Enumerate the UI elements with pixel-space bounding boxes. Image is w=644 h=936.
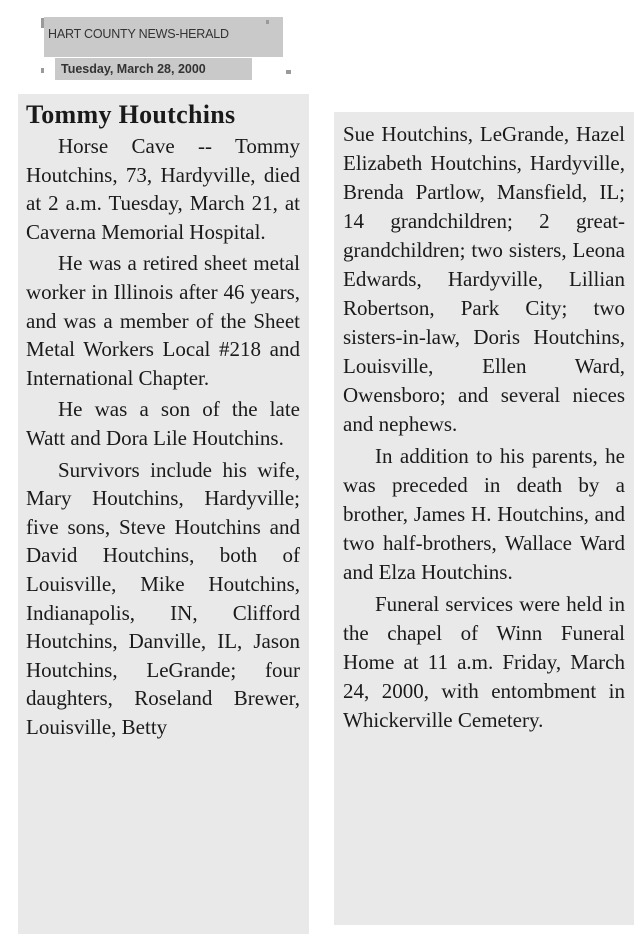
obituary-paragraph: Funeral services were held in the chapel of Winn Funeral Home at 11 a.m. Friday, March 24, 2000, with entombment in Whickerville Cemetery. bbox=[343, 592, 625, 732]
masthead-date-box bbox=[55, 58, 252, 80]
masthead-title-box bbox=[44, 17, 283, 57]
publication-date: Tuesday, March 28, 2000 bbox=[61, 62, 206, 76]
obituary-column-right bbox=[334, 112, 634, 925]
obituary-paragraph: In addition to his parents, he was preceded in death by a brother, James H. Houtchins, and two half-brothers, Wallace Ward and Elza Houtchins. bbox=[343, 444, 625, 584]
obituary-paragraph: Horse Cave -- Tommy Houtchins, 73, Hardyville, died at 2 a.m. Tuesday, March 21, at Caverna Memorial Hospital. bbox=[26, 134, 300, 244]
obituary-paragraph: Survivors include his wife, Mary Houtchins, Hardyville; five sons, Steve Houtchins and David Houtchins, both of Louisville, Mike Houtchins, Indianapolis, IN, Clifford Houtchins, Danville, IL, Jason Houtchins, LeGrande; four daughters, Roseland Brewer, Louisville, Betty bbox=[26, 457, 300, 739]
scan-speck bbox=[266, 20, 269, 24]
obituary-paragraph-continued: Sue Houtchins, LeGrande, Hazel Elizabeth Houtchins, Hardyville, Brenda Partlow, Mansfield, IL; 14 grandchildren; 2 great-grandchildren; two sisters, Leona Edwards, Hardyville, Lillian Robertson, Park City; two sisters-in-law, Doris Houtchins, Louisville, Ellen Ward, Owensboro; and several nieces and nephews. bbox=[343, 122, 625, 436]
newspaper-name: HART COUNTY NEWS-HERALD bbox=[48, 27, 229, 41]
obituary-paragraph: He was a retired sheet metal worker in Illinois after 46 years, and was a member of the Sheet Metal Workers Local #218 and International Chapter. bbox=[26, 251, 300, 390]
obituary-paragraph: He was a son of the late Watt and Dora Lile Houtchins. bbox=[26, 397, 300, 450]
scan-speck bbox=[41, 68, 44, 73]
obituary-headline: Tommy Houtchins bbox=[26, 100, 236, 129]
scan-speck bbox=[286, 70, 291, 74]
scan-speck bbox=[41, 18, 44, 28]
obituary-column-left bbox=[18, 94, 309, 934]
